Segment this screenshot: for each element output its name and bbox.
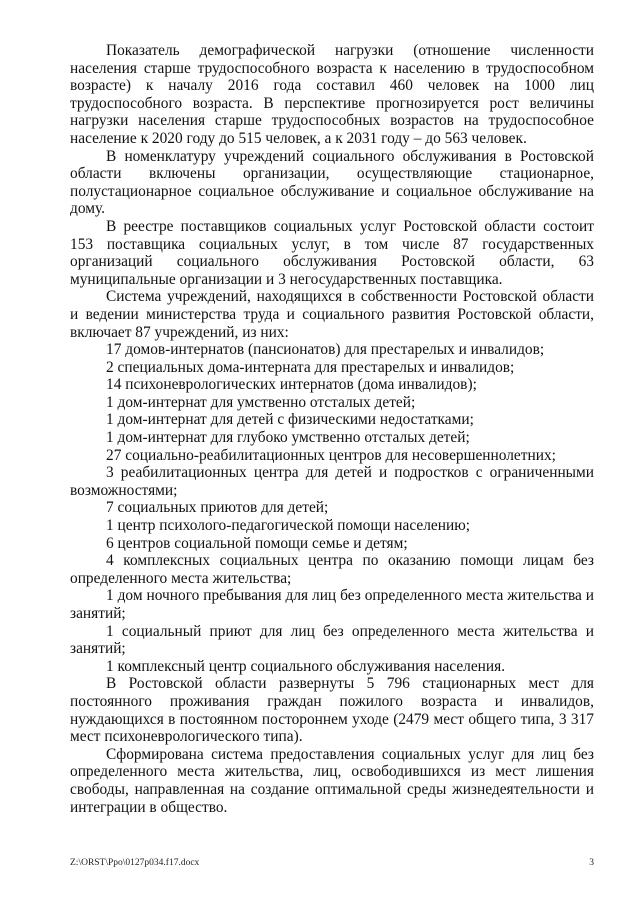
list-item: 1 дом-интернат для детей с физическими недостатками; xyxy=(106,411,474,429)
list-item: 1 центр психолого-педагогической помощи населению; xyxy=(106,517,470,535)
list-item: 6 центров социальной помощи семье и детям; xyxy=(106,534,408,552)
paragraph-homeless-system: Сформирована система предоставления социальных услуг для лиц без определенного места жительства, лиц, освободившихся из мест лишения свободы, направленная на создание оптимальной среды жизнедеятельности и интеграции в общество. xyxy=(70,745,594,816)
list-item: 14 психоневрологических интернатов (дома инвалидов); xyxy=(106,376,477,394)
paragraph-system: Система учреждений, находящихся в собственности Ростовской области и ведении министерства труда и социального развития Ростовской области, включает 87 учреждений, из них: xyxy=(70,288,594,341)
list-item: 1 дом-интернат для умственно отсталых детей; xyxy=(106,393,416,411)
list-item: 27 социально-реабилитационных центров для несовершеннолетних; xyxy=(106,446,556,464)
list-item: 4 комплексных социальных центра по оказанию помощи лицам без определенного места жительства; xyxy=(70,552,594,587)
list-item: 2 специальных дома-интерната для престарелых и инвалидов; xyxy=(106,358,515,376)
list-item: 3 реабилитационных центра для детей и подростков с ограниченными возможностями; xyxy=(70,464,594,499)
list-item: 1 комплексный центр социального обслуживания населения. xyxy=(106,657,506,675)
list-item: 1 дом ночного пребывания для лиц без определенного места жительства и занятий; xyxy=(70,587,594,622)
paragraph-demographic-load: Показатель демографической нагрузки (отношение численности населения старше трудоспособного возраста к населению в трудоспособном возрасте) к началу 2016 года составил 460 человек на 1000 лиц трудоспособного возраста. В перспективе прогнозируется рост величины нагрузки населения старше трудоспособных возрастов на трудоспособное население к 2020 году до 515 человек, а к 2031 году – до 563 человек. xyxy=(70,42,594,147)
file-path: Z:\ORST\Ppo\0127p034.f17.docx xyxy=(70,858,200,868)
list-item: 7 социальных приютов для детей; xyxy=(106,499,329,517)
page-footer xyxy=(70,858,594,868)
list-item: 17 домов-интернатов (пансионатов) для престарелых и инвалидов; xyxy=(106,341,545,359)
paragraph-stationary-places: В Ростовской области развернуты 5 796 стационарных мест для постоянного проживания граждан пожилого возраста и инвалидов, нуждающихся в постоянном постороннем уходе (2479 мест общего типа, 3 317 мест психоневрологического типа). xyxy=(70,675,594,746)
list-item: 1 социальный приют для лиц без определенного места жительства и занятий; xyxy=(70,622,594,658)
paragraph-nomenclature: В номенклатуру учреждений социального обслуживания в Ростовской области включены организации, осуществляющие стационарное, полустационарное социальное обслуживание и социальное обслуживание на дому. xyxy=(70,147,594,218)
document-body xyxy=(70,42,594,816)
page-number: 3 xyxy=(589,858,594,868)
list-item: 1 дом-интернат для глубоко умственно отсталых детей; xyxy=(106,429,470,447)
paragraph-registry: В реестре поставщиков социальных услуг Ростовской области состоит 153 поставщика социальных услуг, в том числе 87 государственных организаций социального обслуживания Ростовской области, 63 муниципальные организации и 3 негосударственных поставщика. xyxy=(70,217,594,288)
